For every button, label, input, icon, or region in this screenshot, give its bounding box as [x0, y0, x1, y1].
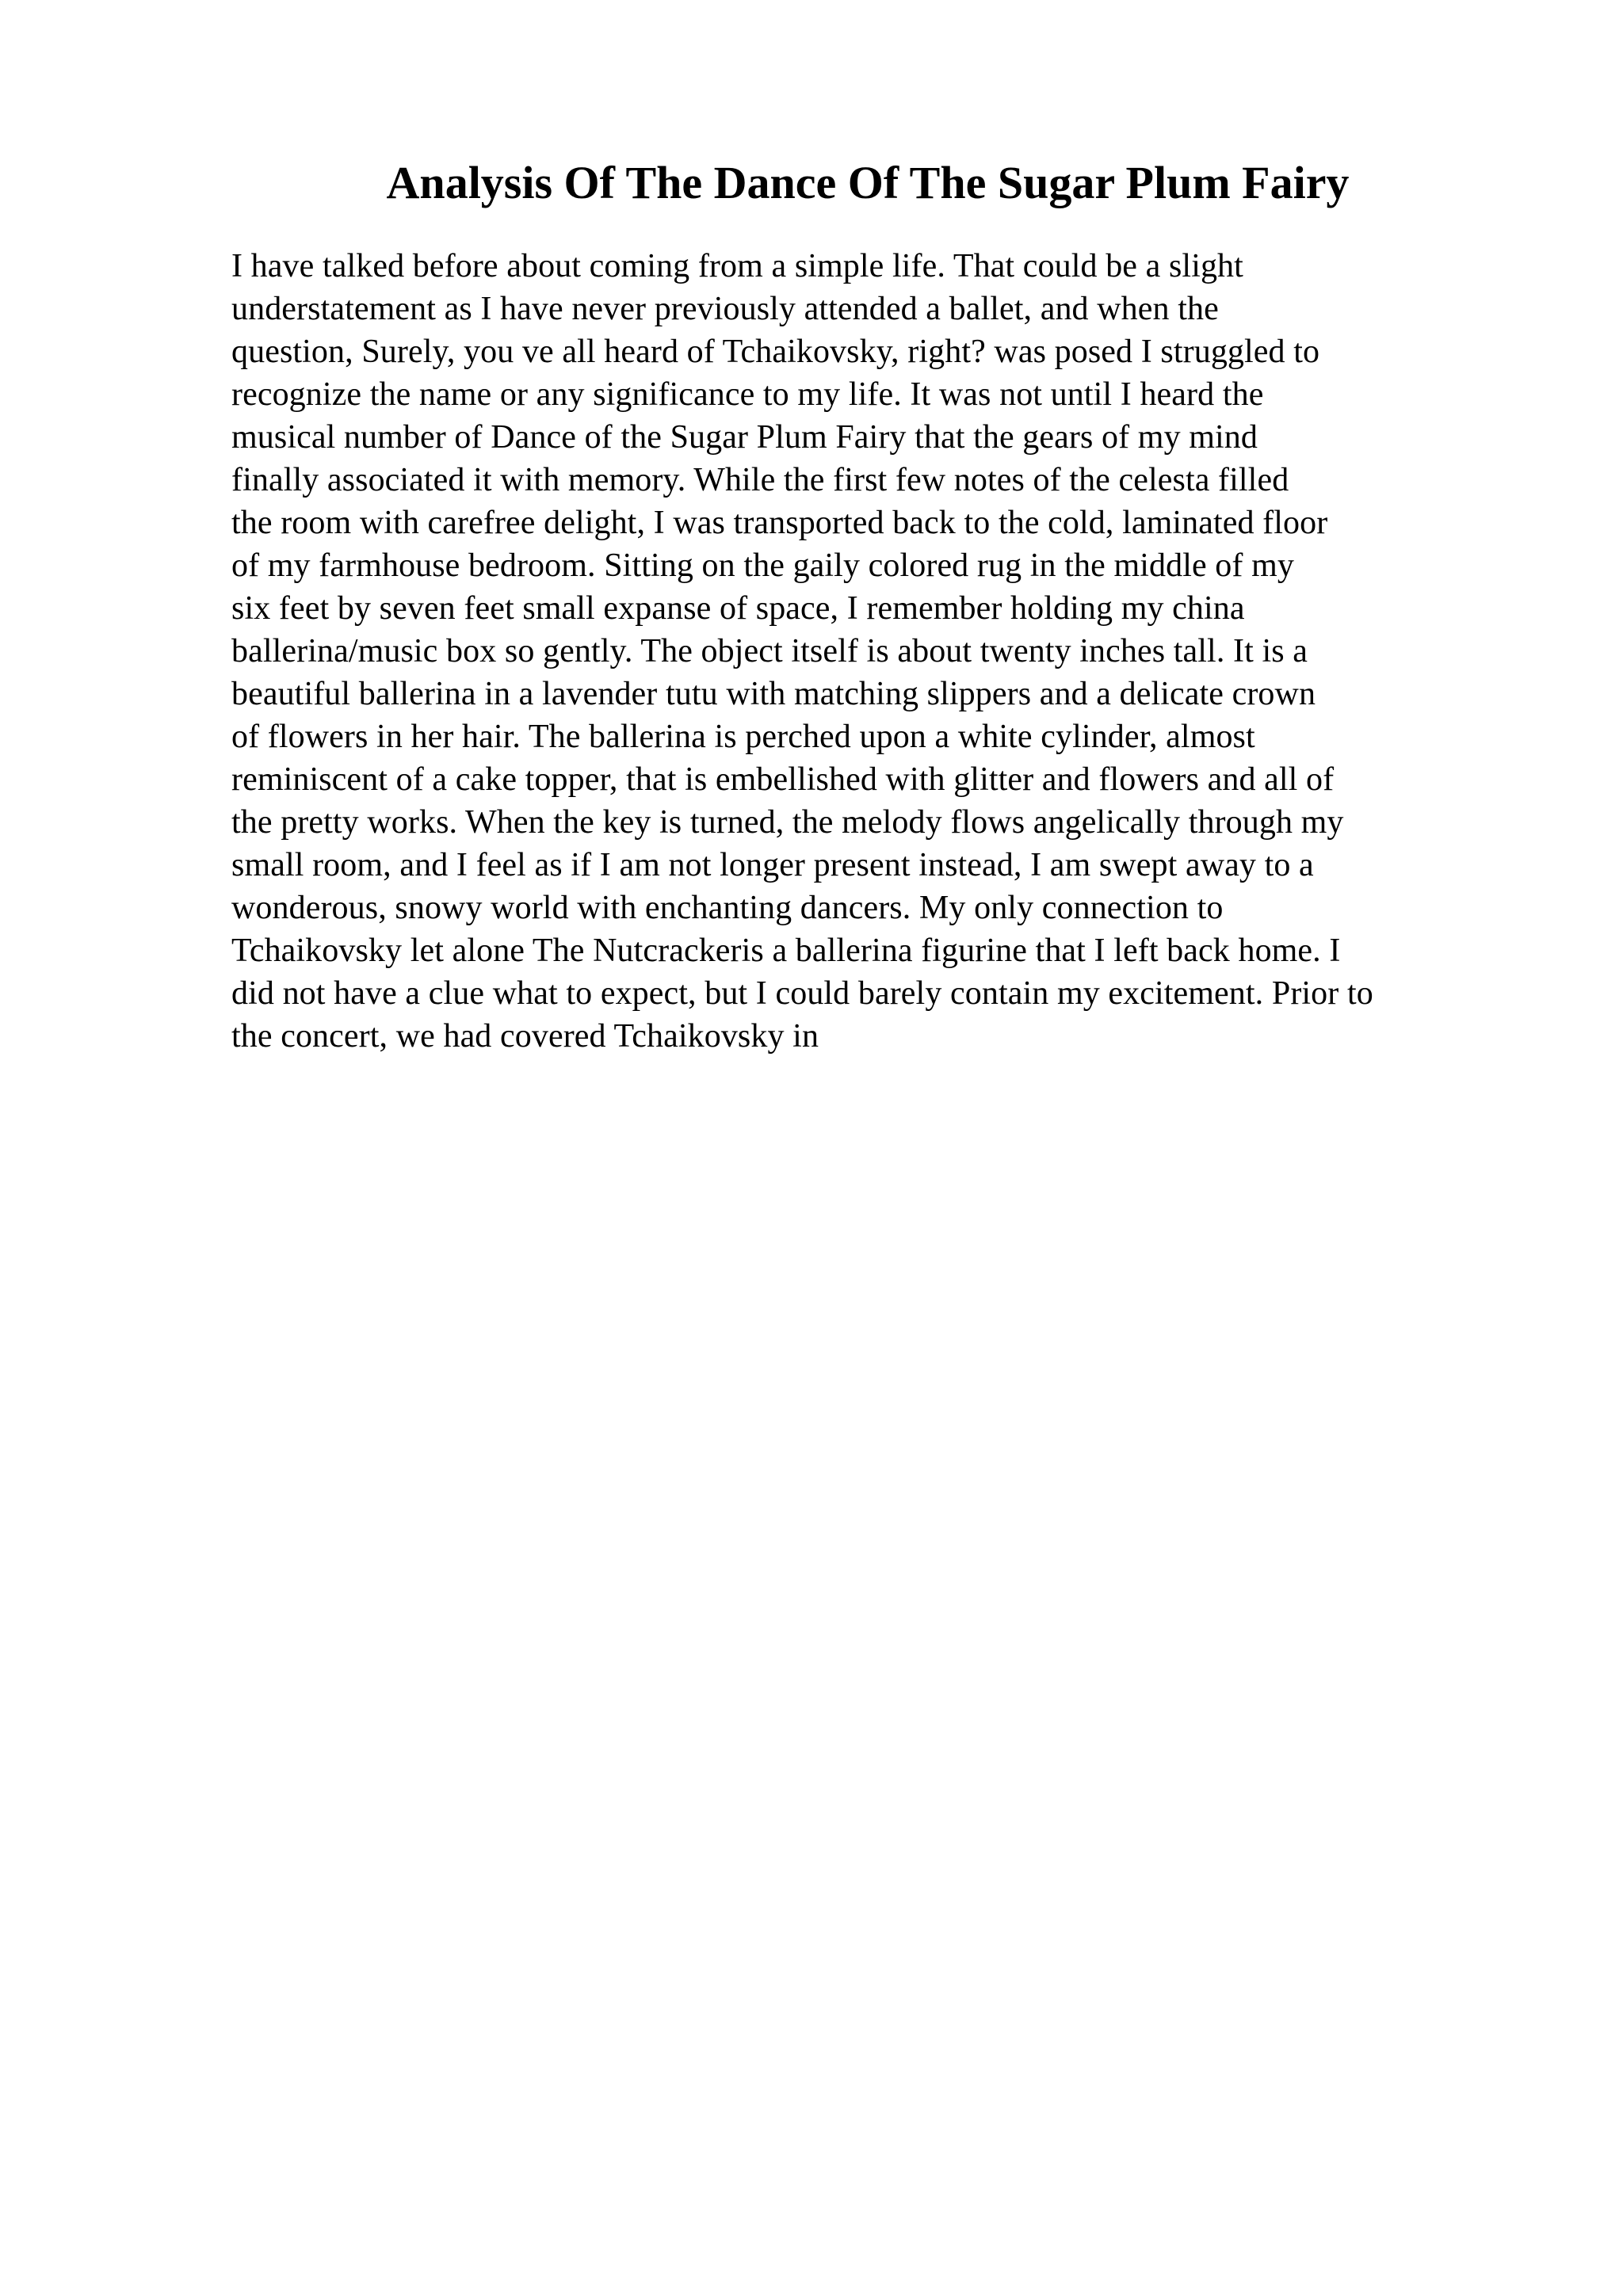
body-line: six feet by seven feet small expanse of space, I remember holding my china — [231, 590, 1245, 627]
body-line: the room with carefree delight, I was transported back to the cold, laminated floor — [231, 505, 1328, 541]
body-line: the concert, we had covered Tchaikovsky in — [231, 1018, 819, 1055]
body-line: recognize the name or any significance to my life. It was not until I heard the — [231, 376, 1264, 413]
body-line: question, Surely, you ve all heard of Tchaikovsky, right? was posed I struggled to — [231, 334, 1320, 370]
body-line: small room, and I feel as if I am not longer present instead, I am swept away to a — [231, 847, 1314, 883]
body-line: did not have a clue what to expect, but I could barely contain my excitement. Prior to — [231, 975, 1373, 1012]
body-line: ballerina/music box so gently. The object itself is about twenty inches tall. It is a — [231, 633, 1308, 669]
body-line: Tchaikovsky let alone The Nutcrackeris a ballerina figurine that I left back home. I — [231, 933, 1341, 969]
body-line: musical number of Dance of the Sugar Plum Fairy that the gears of my mind — [231, 419, 1258, 456]
document-body — [231, 245, 1594, 1058]
body-line: understatement as I have never previously attended a ballet, and when the — [231, 291, 1219, 327]
body-line: beautiful ballerina in a lavender tutu with matching slippers and a delicate crown — [231, 676, 1316, 712]
body-line: I have talked before about coming from a simple life. That could be a slight — [231, 248, 1243, 284]
body-line: of my farmhouse bedroom. Sitting on the gaily colored rug in the middle of my — [231, 547, 1294, 584]
document-title: Analysis Of The Dance Of The Sugar Plum Fairy — [386, 157, 1350, 208]
body-line: wonderous, snowy world with enchanting dancers. My only connection to — [231, 890, 1224, 926]
body-line: reminiscent of a cake topper, that is embellished with glitter and flowers and all of — [231, 761, 1335, 798]
body-line: of flowers in her hair. The ballerina is perched upon a white cylinder, almost — [231, 719, 1255, 755]
body-line: the pretty works. When the key is turned, the melody flows angelically through my — [231, 804, 1344, 841]
body-line: finally associated it with memory. While the first few notes of the celesta filled — [231, 462, 1289, 498]
